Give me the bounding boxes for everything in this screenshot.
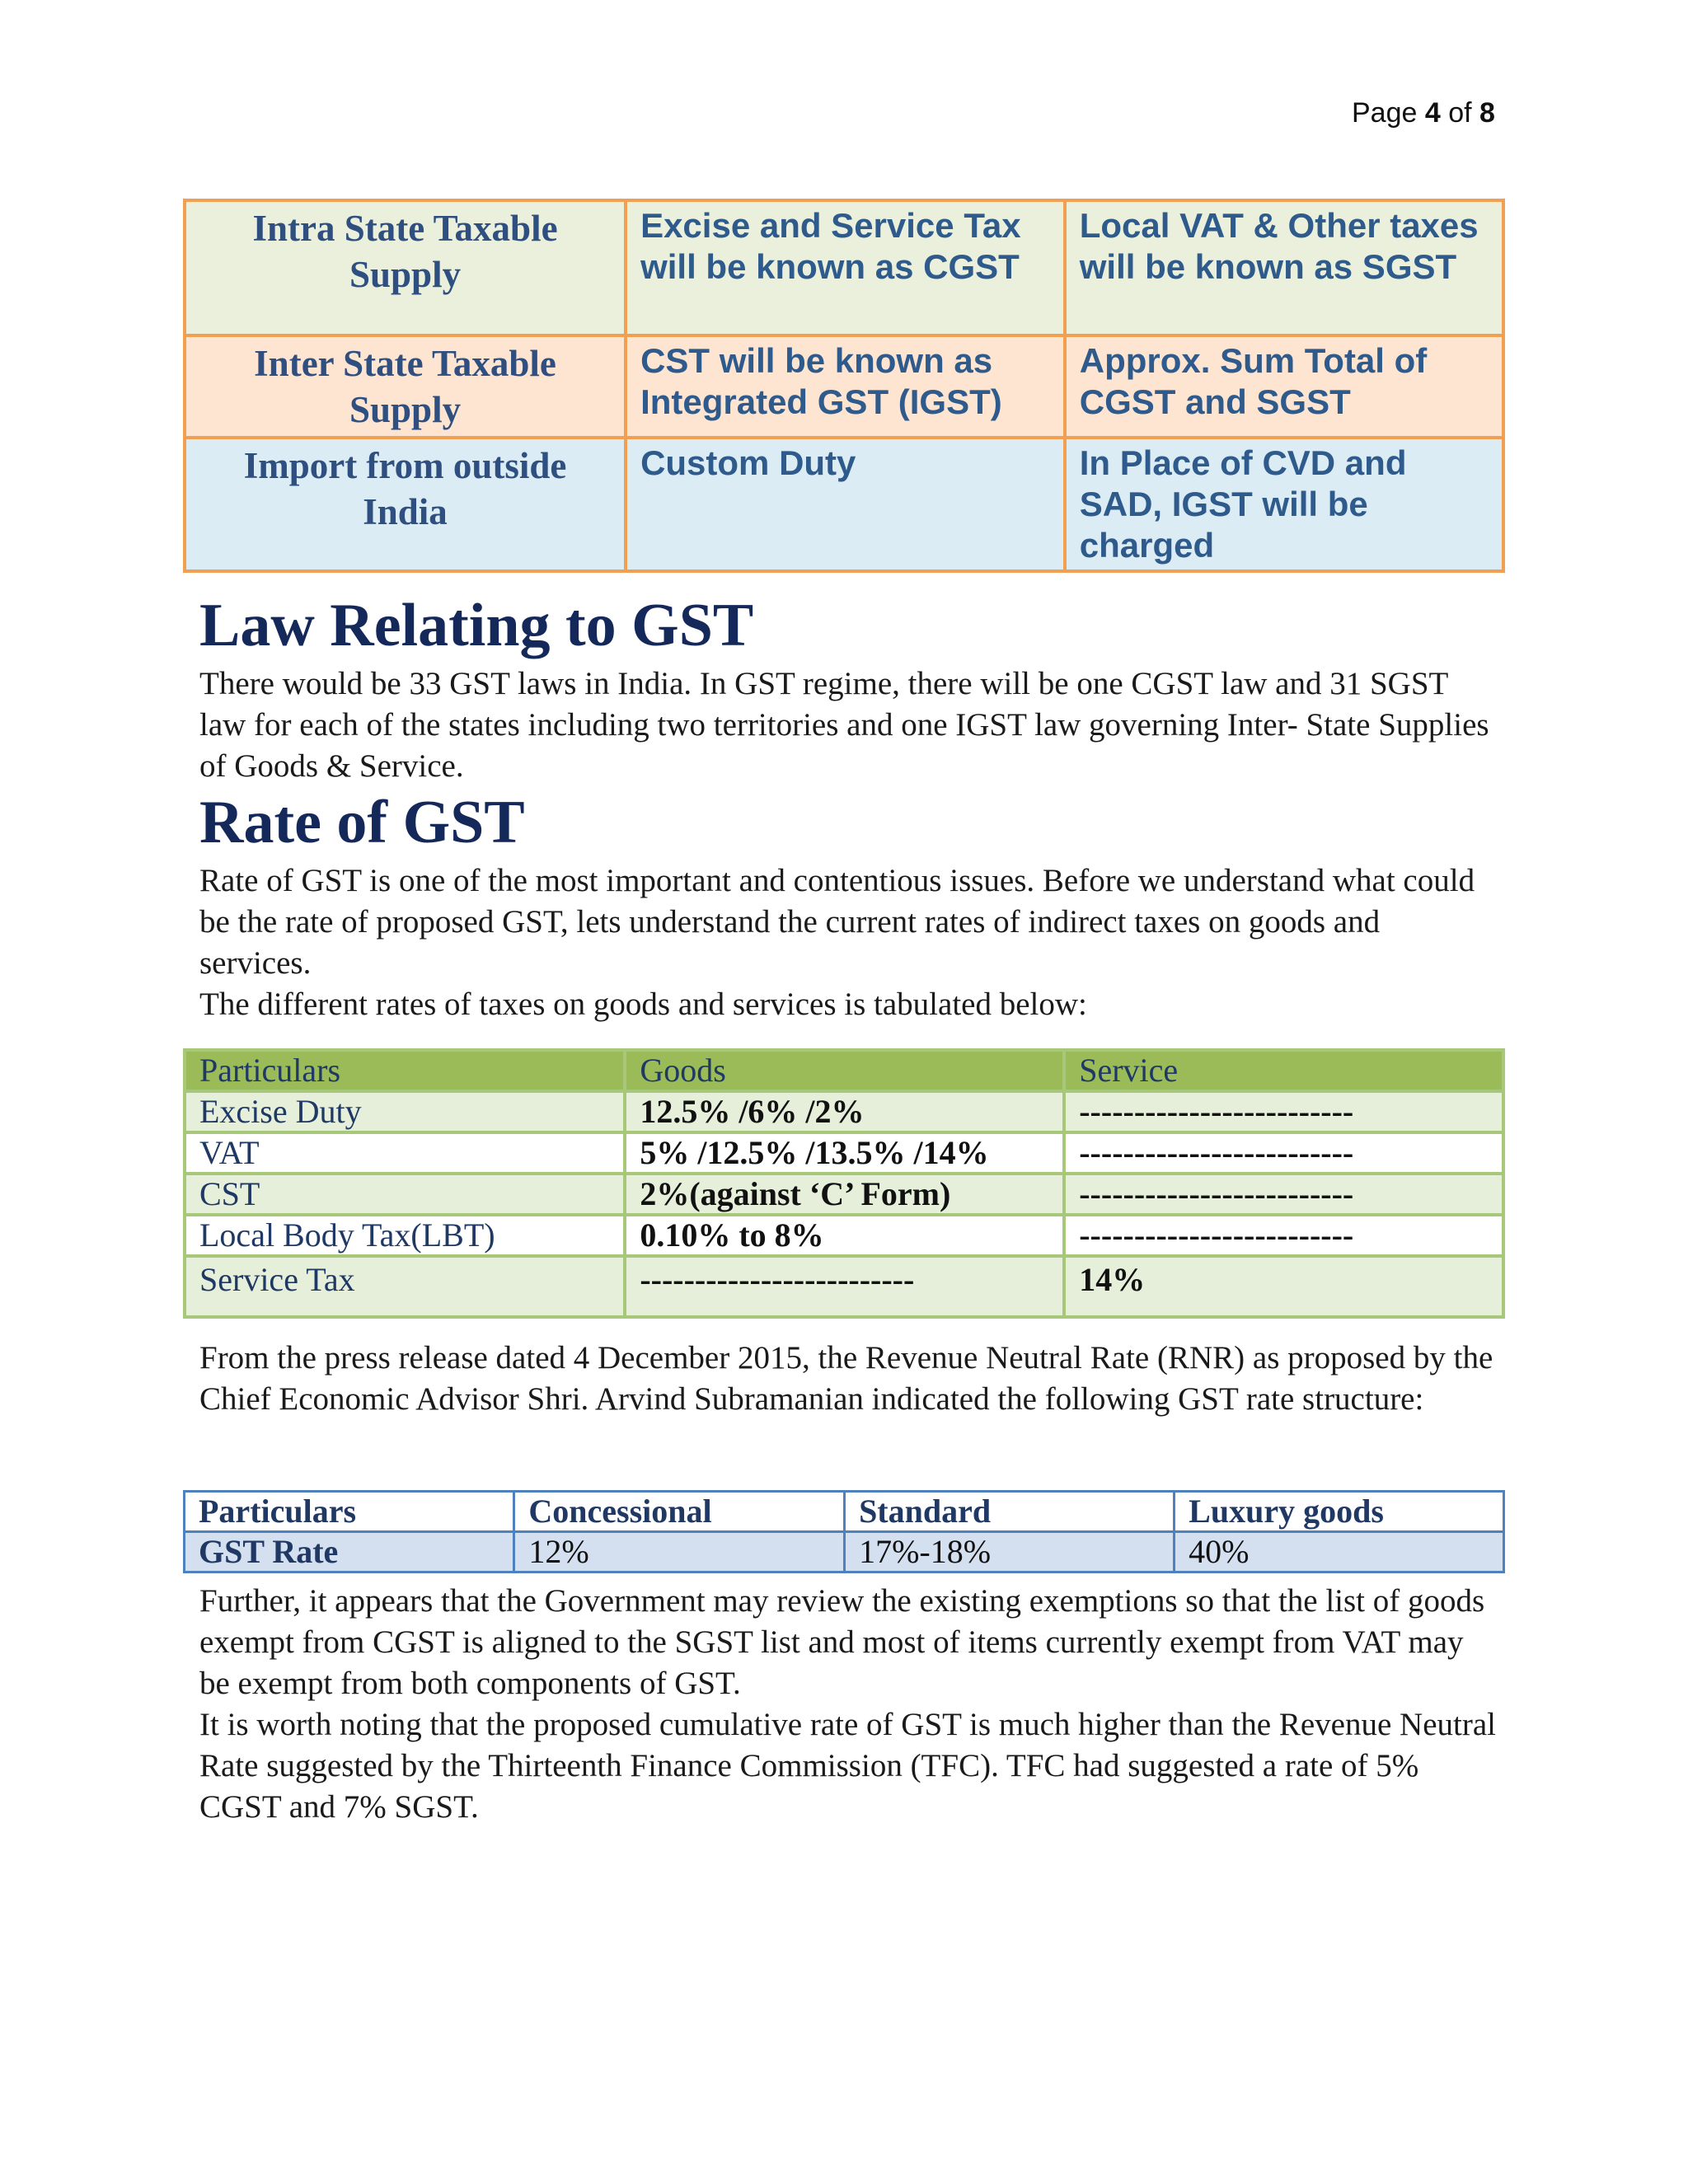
table-header-row (185, 1050, 1503, 1091)
replaced-tax-cell: Excise and Service Tax will be known as CGST (626, 200, 1065, 335)
service-rate-cell: ------------------------- (1064, 1215, 1503, 1256)
column-header: Standard (845, 1492, 1175, 1532)
replaced-tax-cell: CST will be known as Integrated GST (IGST) (626, 335, 1065, 438)
particular-cell: Service Tax (185, 1256, 625, 1317)
row-label-cell: GST Rate (185, 1532, 514, 1572)
rate-cell: 40% (1175, 1532, 1504, 1572)
rate-cell: 17%-18% (845, 1532, 1175, 1572)
column-header: Particulars (185, 1050, 625, 1091)
table-header-row (185, 1492, 1504, 1532)
gst-component-cell: Local VAT & Other taxes will be known as SGST (1065, 200, 1503, 335)
service-rate-cell: ------------------------- (1064, 1132, 1503, 1174)
goods-rate-cell: ------------------------- (625, 1256, 1064, 1317)
current-rates-table (183, 1048, 1505, 1319)
service-rate-cell: ------------------------- (1064, 1174, 1503, 1215)
goods-rate-cell: 0.10% to 8% (625, 1215, 1064, 1256)
table-row (185, 1174, 1503, 1215)
table-row (185, 1091, 1503, 1132)
particular-cell: Excise Duty (185, 1091, 625, 1132)
particular-cell: VAT (185, 1132, 625, 1174)
law-heading: Law Relating to GST (199, 592, 754, 659)
supply-type-table (183, 199, 1505, 573)
column-header: Goods (625, 1050, 1064, 1091)
table-row (185, 200, 1503, 335)
column-header: Service (1064, 1050, 1503, 1091)
supply-type-cell: Import from outside India (185, 438, 626, 571)
table-row (185, 1132, 1503, 1174)
exemptions-paragraph: Further, it appears that the Government may review the existing exemptions so that the list of goods exempt from CGST is aligned to the SGST list and most of items currently exempt from VAT may be exempt from both components of GST. (199, 1583, 1485, 1701)
rate-paragraph: Rate of GST is one of the most important and contentious issues. Before we understand what could be the rate of proposed GST, lets understand the current rates of indirect taxes on goods and services. (199, 863, 1475, 981)
gst-component-cell: In Place of CVD and SAD, IGST will be charged (1065, 438, 1503, 571)
tfc-paragraph: It is worth noting that the proposed cumulative rate of GST is much higher than the Revenue Neutral Rate suggested by the Thirteenth Finance Commission (TFC). TFC had suggested a rate of 5% CGST and 7% SGST. (199, 1707, 1496, 1825)
supply-type-cell: Inter State Taxable Supply (185, 335, 626, 438)
rate-heading: Rate of GST (199, 789, 525, 856)
table-row (185, 335, 1503, 438)
goods-rate-cell: 2%(against ‘C’ Form) (625, 1174, 1064, 1215)
replaced-tax-cell: Custom Duty (626, 438, 1065, 571)
column-header: Concessional (514, 1492, 845, 1532)
particular-cell: CST (185, 1174, 625, 1215)
table-row (185, 1532, 1504, 1572)
table-row (185, 1215, 1503, 1256)
column-header: Particulars (185, 1492, 514, 1532)
table-row (185, 1256, 1503, 1317)
table-row (185, 438, 1503, 571)
rate-cell: 12% (514, 1532, 845, 1572)
gst-component-cell: Approx. Sum Total of CGST and SGST (1065, 335, 1503, 438)
supply-type-cell: Intra State Taxable Supply (185, 200, 626, 335)
proposed-rates-table (183, 1490, 1505, 1573)
column-header: Luxury goods (1175, 1492, 1504, 1532)
press-release-paragraph: From the press release dated 4 December 2015, the Revenue Neutral Rate (RNR) as proposed by the Chief Economic Advisor Shri. Arvind Subramanian indicated the following GST rate structure: (199, 1340, 1493, 1417)
particular-cell: Local Body Tax(LBT) (185, 1215, 625, 1256)
service-rate-cell: ------------------------- (1064, 1091, 1503, 1132)
rate-table-intro: The different rates of taxes on goods and services is tabulated below: (199, 987, 1087, 1022)
goods-rate-cell: 12.5% /6% /2% (625, 1091, 1064, 1132)
law-paragraph: There would be 33 GST laws in India. In GST regime, there will be one CGST law and 31 SGST law for each of the states including two territories and one IGST law governing Inter- State Supplies of Goods & Service. (199, 666, 1489, 784)
page-number: Page 4 of 8 (1352, 97, 1495, 129)
service-rate-cell: 14% (1064, 1256, 1503, 1317)
goods-rate-cell: 5% /12.5% /13.5% /14% (625, 1132, 1064, 1174)
